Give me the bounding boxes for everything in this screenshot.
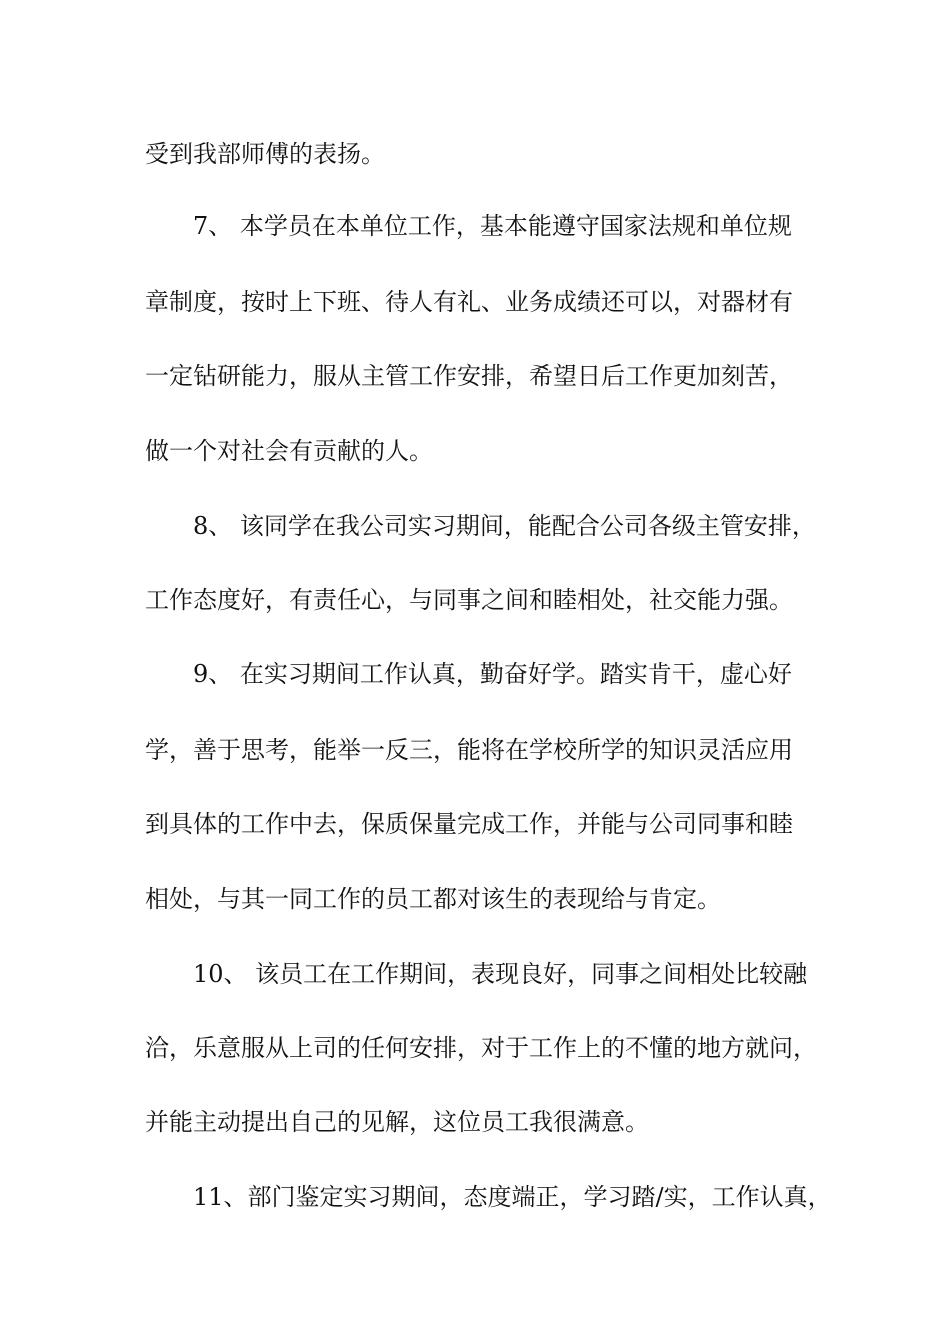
text-line: 到具体的工作中去，保质保量完成工作，并能与公司同事和睦 <box>145 810 793 838</box>
text-line: 并能主动提出自己的见解，这位员工我很满意。 <box>145 1108 649 1136</box>
text-line: 7、 本学员在本单位工作，基本能遵守国家法规和单位规 <box>193 212 792 240</box>
text-line: 章制度，按时上下班、待人有礼、业务成绩还可以，对器材有 <box>145 288 793 316</box>
text-line: 受到我部师傅的表扬。 <box>145 140 385 168</box>
text-line: 10、 该员工在工作期间，表现良好，同事之间相处比较融 <box>193 960 808 988</box>
text-line: 相处，与其一同工作的员工都对该生的表现给与肯定。 <box>145 885 721 913</box>
text-line: 学，善于思考，能举一反三，能将在学校所学的知识灵活应用 <box>145 736 793 764</box>
text-line: 8、 该同学在我公司实习期间，能配合公司各级主管安排， <box>193 512 816 540</box>
text-line: 11、部门鉴定实习期间，态度端正，学习踏/实，工作认真， <box>193 1183 832 1211</box>
text-line: 一定钻研能力，服从主管工作安排，希望日后工作更加刻苦， <box>145 362 793 390</box>
text-line: 工作态度好，有责任心，与同事之间和睦相处，社交能力强。 <box>145 586 793 614</box>
text-line: 9、 在实习期间工作认真，勤奋好学。踏实肯干，虚心好 <box>193 660 792 688</box>
text-line: 做一个对社会有贡献的人。 <box>145 437 433 465</box>
text-line: 洽，乐意服从上司的任何安排，对于工作上的不懂的地方就问， <box>145 1034 817 1062</box>
